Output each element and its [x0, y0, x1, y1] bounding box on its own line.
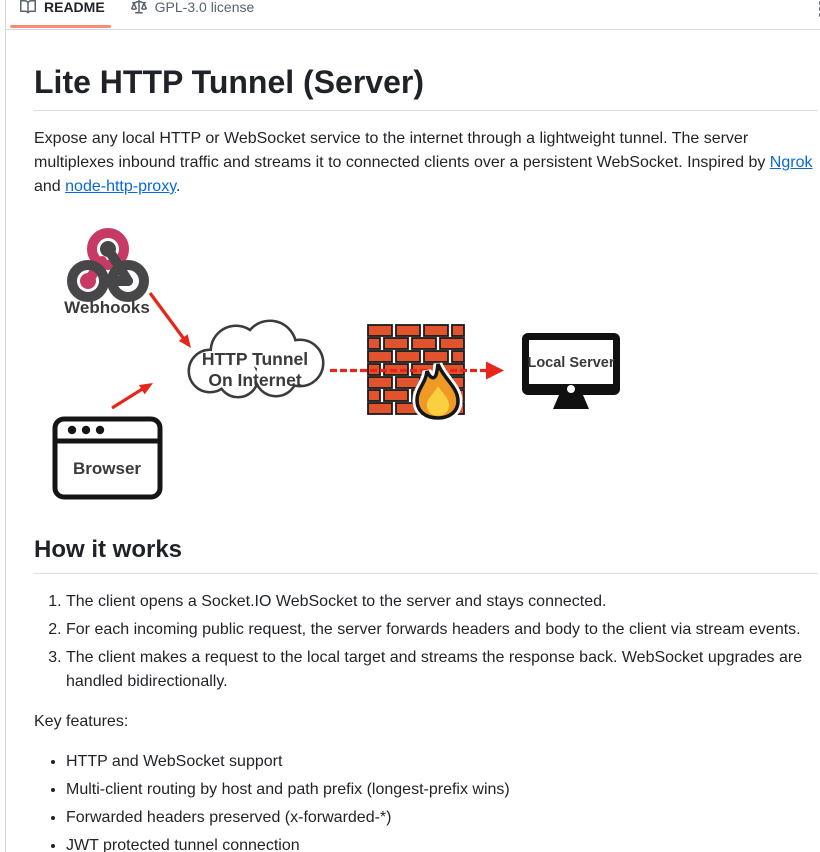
how-it-works-step: 1. The client opens a Socket.IO WebSocket to the server and stays connected. — [66, 590, 818, 614]
how-it-works-step: 3. The client makes a request to the local target and streams the response back. WebSocket upgrades are handled bidirectionally. — [66, 646, 818, 694]
node-http-proxy-link[interactable]: node-http-proxy — [65, 178, 177, 195]
webhooks-label: Webhooks — [64, 298, 150, 317]
kebab-icon — [813, 0, 820, 18]
cloud-label-line1: HTTP Tunnel — [201, 349, 309, 369]
tunnel-diagram-image[interactable] — [34, 215, 818, 511]
intro-text-3: . — [176, 178, 181, 195]
browser-label: Browser — [72, 459, 142, 478]
arrow-webhooks-to-cloud — [150, 293, 191, 348]
how-it-works-heading: How it works — [34, 535, 818, 574]
intro-text-1: Expose any local HTTP or WebSocket service to the internet through a lightweight tunnel. The server multiplexes inbound traffic and streams it to connected clients over a persistent WebSocket. Inspired by — [34, 130, 770, 171]
key-feature-item: • HTTP and WebSocket support — [66, 750, 818, 774]
kebab-menu-button[interactable] — [813, 0, 820, 18]
tab-readme-label: README — [44, 0, 105, 15]
arrow-browser-to-cloud — [112, 383, 153, 408]
intro-text-2: and — [34, 178, 66, 195]
key-features-list — [34, 750, 818, 852]
page-title: Lite HTTP Tunnel (Server) — [34, 62, 818, 111]
how-it-works-list — [34, 590, 818, 694]
local-server-icon — [522, 333, 620, 409]
intro-paragraph — [34, 127, 818, 199]
tab-license-label: GPL-3.0 license — [154, 0, 255, 15]
key-feature-item: • Forwarded headers preserved (x-forwarded-*) — [66, 806, 818, 830]
key-feature-item: • Multi-client routing by host and path prefix (longest-prefix wins) — [66, 778, 818, 802]
cloud-label-line2: On Internet — [208, 370, 302, 390]
key-features-label: Key features: — [34, 713, 129, 730]
readme-content — [6, 30, 820, 852]
local-server-label: Local Server — [527, 355, 615, 371]
readme-panel — [5, 0, 820, 852]
law-icon — [131, 0, 147, 15]
how-it-works-step: 2. For each incoming public request, the server forwards headers and body to the client via stream events. — [66, 618, 818, 642]
book-icon — [20, 0, 36, 15]
tab-readme[interactable] — [20, 0, 105, 15]
readme-tab-bar — [6, 0, 820, 30]
webhooks-icon — [72, 233, 144, 297]
active-tab-underline — [10, 25, 111, 28]
key-feature-item: • JWT protected tunnel connection — [66, 834, 818, 852]
ngrok-link[interactable]: Ngrok — [769, 154, 813, 171]
browser-icon — [55, 419, 160, 497]
tab-license[interactable] — [131, 0, 255, 15]
http-tunnel-cloud — [190, 322, 322, 396]
